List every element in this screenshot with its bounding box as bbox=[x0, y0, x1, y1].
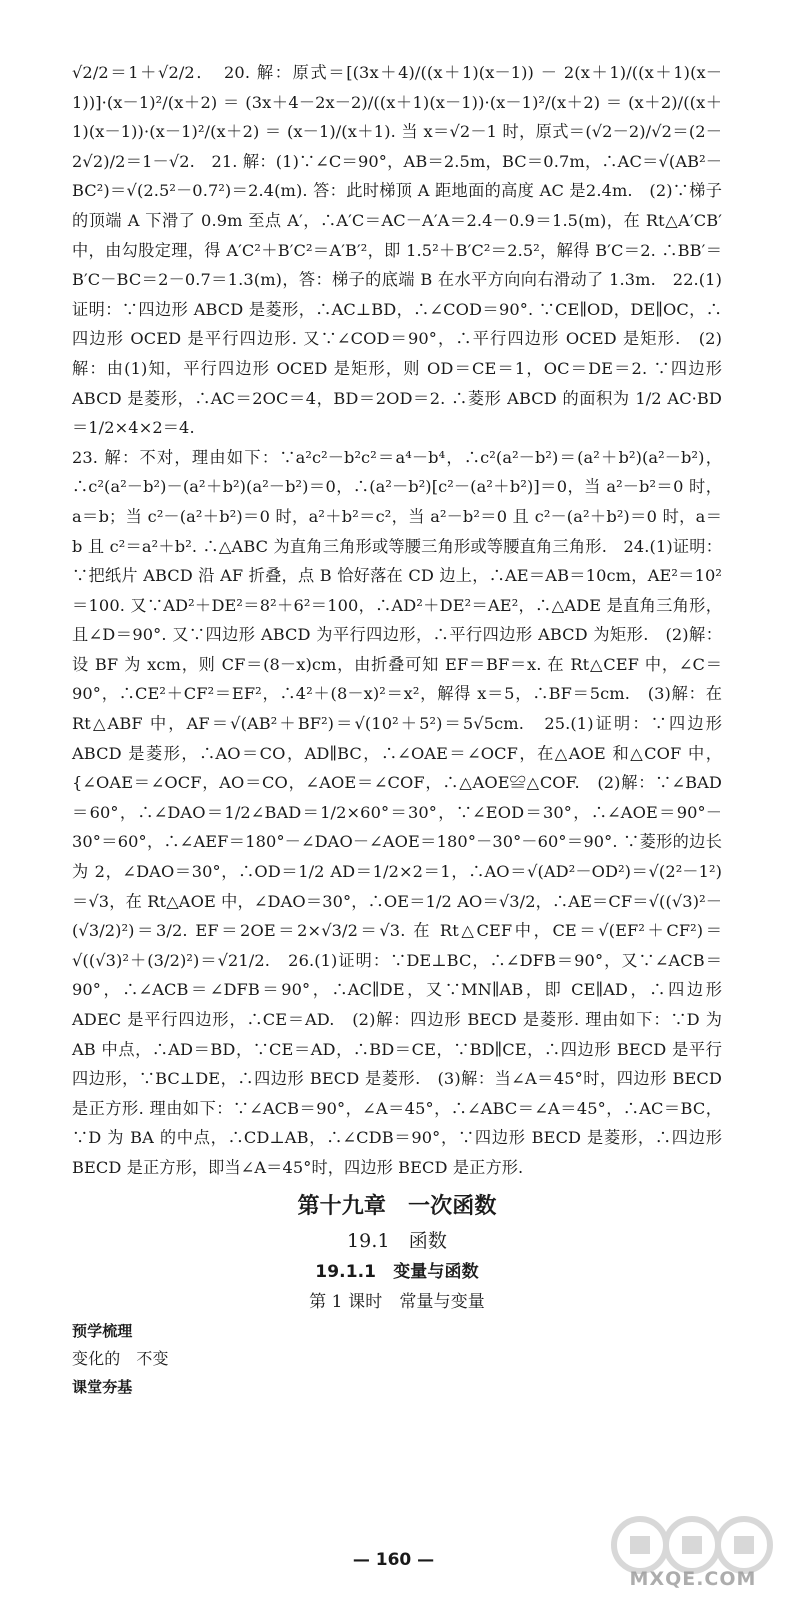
solution-paragraph-2: 23. 解：不对，理由如下：∵a²c²－b²c²＝a⁴－b⁴，∴c²(a²－b²)＝(a²＋b²)(a²－b²)，∴c²(a²－b²)－(a²＋b²)(a²－b²)＝0，∴(a²－b²)[c²－(a²＋b²)]＝0，当 a²－b²＝0 时，a＝b；当 c²－(a²＋b²)＝0 时，a²＋b²＝c²，当 a²－b²＝0 且 c²－(a²＋b²)＝0 时，a＝b 且 c²＝a²＋b². ∴△ABC 为直角三角形或等腰三角形或等腰直角三角形. 24.(1)证明：∵把纸片 ABCD 沿 AF 折叠，点 B 恰好落在 CD 边上，∴AE＝AB＝10cm，AE²＝10²＝100. 又∵AD²＋DE²＝8²＋6²＝100，∴AD²＋DE²＝AE²，∴△ADE 是直角三角形，且∠D＝90°. 又∵四边形 ABCD 为平行四边形，∴平行四边形 ABCD 为矩形. (2)解：设 BF 为 xcm，则 CF＝(8－x)cm，由折叠可知 EF＝BF＝x. 在 Rt△CEF 中，∠C＝90°，∴CE²＋CF²＝EF²，∴4²＋(8－x)²＝x²，解得 x＝5，∴BF＝5cm. (3)解：在 Rt△ABF 中，AF＝√(AB²＋BF²)＝√(10²＋5²)＝5√5cm. 25.(1)证明：∵四边形 ABCD 是菱形，∴AO＝CO，AD∥BC，∴∠OAE＝∠OCF，在△AOE 和△COF 中，{∠OAE＝∠OCF，AO＝CO，∠AOE＝∠COF，∴△AOE≌△COF. (2)解：∵∠BAD＝60°，∴∠DAO＝1/2∠BAD＝1/2×60°＝30°，∵∠EOD＝30°，∴∠AOE＝90°－30°＝60°，∴∠AEF＝180°－∠DAO－∠AOE＝180°－30°－60°＝90°. ∵菱形的边长为 2，∠DAO＝30°，∴OD＝1/2 AD＝1/2×2＝1，∴AO＝√(AD²－OD²)＝√(2²－1²)＝√3，在 Rt△AOE 中，∠DAO＝30°，∴OE＝1/2 AO＝√3/2，∴AE＝CF＝√((√3)²－(√3/2)²)＝3/2. EF＝2OE＝2×√3/2＝√3. 在 Rt△CEF中，CE＝√(EF²＋CF²)＝√((√3)²＋(3/2)²)＝√21/2. 26.(1)证明：∵DE⊥BC，∴∠DFB＝90°，又∵∠ACB＝90°，∴∠ACB＝∠DFB＝90°，∴AC∥DE，又∵MN∥AB，即 CE∥AD，∴四边形 ADEC 是平行四边形，∴CE＝AD. (2)解：四边形 BECD 是菱形. 理由如下：∵D 为 AB 中点，∴AD＝BD，∵CE＝AD，∴BD＝CE，∵BD∥CE，∴四边形 BECD 是平行四边形，∵BC⊥DE，∴四边形 BECD 是菱形. (3)解：当∠A＝45°时，四边形 BECD 是正方形. 理由如下：∵∠ACB＝90°，∠A＝45°，∴∠ABC＝∠A＝45°，∴AC＝BC，∵D 为 BA 的中点，∴CD⊥AB，∴∠CDB＝90°，∵四边形 BECD 是菱形，∴四边形 BECD 是正方形，即当∠A＝45°时，四边形 BECD 是正方形. bbox=[72, 447, 722, 1177]
preview-label: 预学梳理 bbox=[72, 1321, 133, 1340]
preview-answer: 变化的 不变 bbox=[72, 1348, 169, 1368]
chapter-headings bbox=[72, 1189, 722, 1317]
lesson-title: 第 1 课时 常量与变量 bbox=[309, 1291, 485, 1312]
class-label: 课堂夯基 bbox=[72, 1377, 133, 1396]
solution-paragraph-1: √2/2＝1＋√2/2． 20. 解：原式＝[(3x＋4)/((x＋1)(x－1)) － 2(x＋1)/((x＋1)(x－1))]·(x－1)²/(x＋2) ＝ (3x＋4－2x－2)/((x＋1)(x－1))·(x－1)²/(x＋2) ＝ (x＋2)/((x＋1)(x－1))·(x－1)²/(x＋2) ＝ (x－1)/(x＋1). 当 x＝√2－1 时，原式＝(√2－2)/√2＝(2－2√2)/2＝1－√2. 21. 解：(1)∵∠C＝90°，AB＝2.5m，BC＝0.7m，∴AC＝√(AB²－BC²)＝√(2.5²－0.7²)＝2.4(m). 答：此时梯顶 A 距地面的高度 AC 是2.4m. (2)∵梯子的顶端 A 下滑了 0.9m 至点 A′，∴A′C＝AC－A′A＝2.4－0.9＝1.5(m)，在 Rt△A′CB′中，由勾股定理，得 A′C²＋B′C²＝A′B′²，即 1.5²＋B′C²＝2.5²，解得 B′C＝2. ∴BB′＝B′C－BC＝2－0.7＝1.3(m)，答：梯子的底端 B 在水平方向向右滑动了 1.3m. 22.(1)证明：∵四边形 ABCD 是菱形，∴AC⊥BD，∴∠COD＝90°. ∵CE∥OD，DE∥OC，∴四边形 OCED 是平行四边形. 又∵∠COD＝90°，∴平行四边形 OCED 是矩形. (2)解：由(1)知，平行四边形 OCED 是矩形，则 OD＝CE＝1，OC＝DE＝2. ∵四边形 ABCD 是菱形，∴AC＝2OC＝4，BD＝2OD＝2. ∴菱形 ABCD 的面积为 1/2 AC·BD＝1/2×4×2＝4. bbox=[72, 63, 722, 438]
subsection-title: 19.1.1 变量与函数 bbox=[315, 1261, 479, 1282]
watermark-text: MXQE.COM bbox=[629, 1568, 757, 1590]
section-title: 19.1 函数 bbox=[346, 1229, 447, 1252]
answer-content bbox=[72, 58, 722, 1401]
chapter-title: 第十九章 一次函数 bbox=[297, 1193, 497, 1219]
page-number: — 160 — bbox=[352, 1550, 435, 1570]
